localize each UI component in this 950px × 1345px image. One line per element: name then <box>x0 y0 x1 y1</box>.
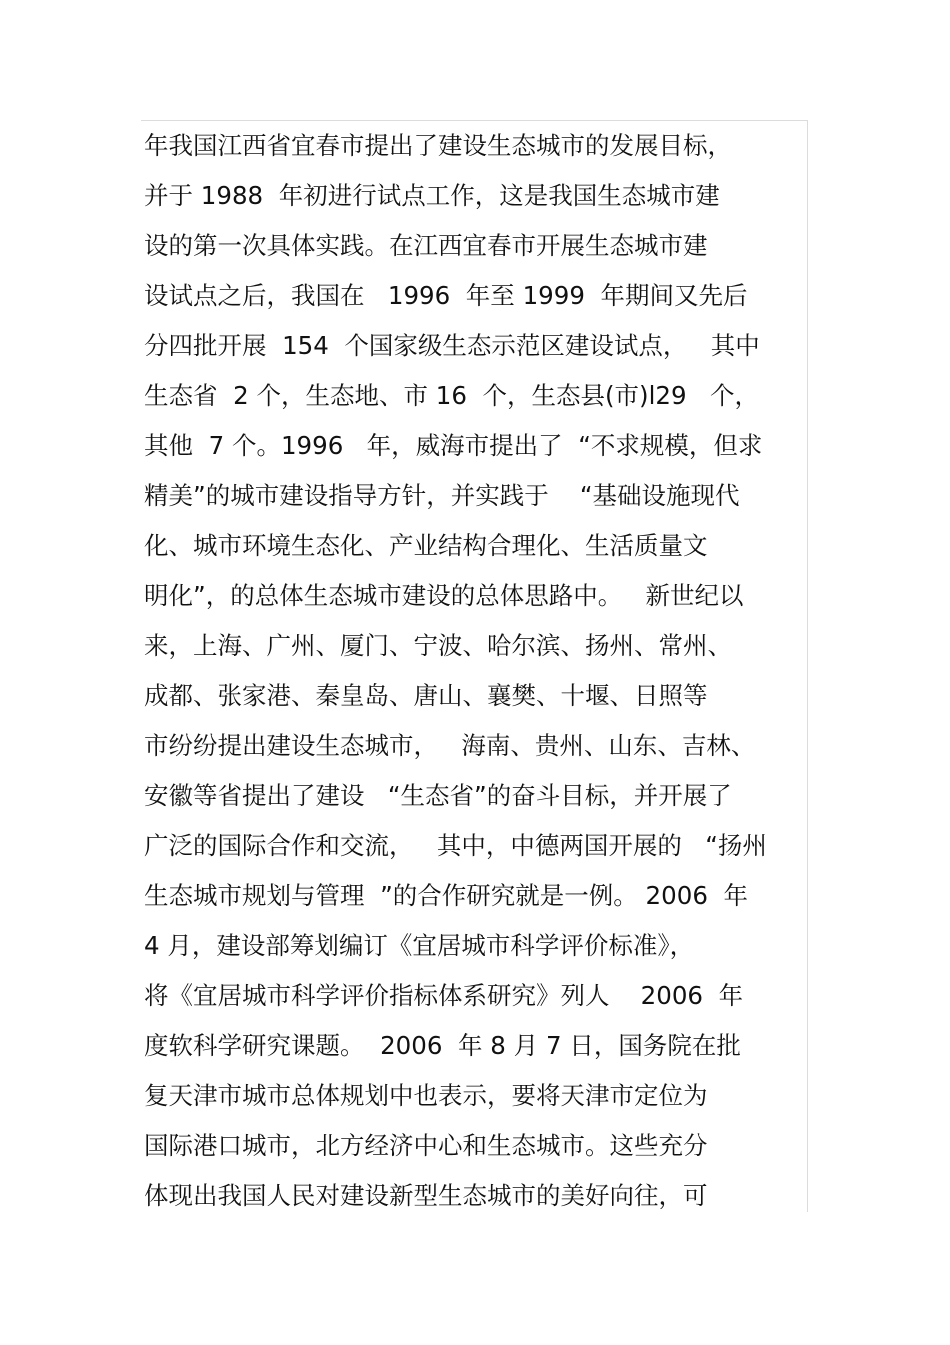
text-line: 设试点之后，我国在 1996 年至 1999 年期间又先后 <box>144 281 748 310</box>
text-line: 来，上海、广州、厦门、宁波、哈尔滨、扬州、常州、 <box>144 631 732 660</box>
text-line: 生态城市规划与管理 ”的合作研究就是一例。 2006 年 <box>144 881 748 910</box>
text-line: 精美”的城市建设指导方针，并实践于 “基础设施现代 <box>144 481 740 510</box>
text-line: 安徽等省提出了建设 “生态省”的奋斗目标，并开展了 <box>144 781 732 810</box>
document-body <box>144 121 814 1221</box>
text-line: 其他 7 个。1996 年，威海市提出了 “不求规模，但求 <box>144 431 763 460</box>
text-line: 明化”，的总体生态城市建设的总体思路中。 新世纪以 <box>144 581 744 610</box>
text-line: 将《宜居城市科学评价指标体系研究》列人 2006 年 <box>144 981 744 1010</box>
text-line: 国际港口城市，北方经济中心和生态城市。这些充分 <box>144 1131 708 1160</box>
text-line: 并于 1988 年初进行试点工作，这是我国生态城市建 <box>144 181 720 210</box>
text-line: 4 月，建设部筹划编订《宜居城市科学评价标准》， <box>144 931 695 960</box>
text-line: 设的第一次具体实践。在江西宜春市开展生态城市建 <box>144 231 708 260</box>
text-line: 市纷纷提出建设生态城市， 海南、贵州、山东、吉林、 <box>144 731 756 760</box>
text-line: 分四批开展 154 个国家级生态示范区建设试点， 其中 <box>144 331 760 360</box>
text-line: 复天津市城市总体规划中也表示，要将天津市定位为 <box>144 1081 708 1110</box>
text-line: 年我国江西省宜春市提出了建设生态城市的发展目标， <box>144 131 732 160</box>
text-line: 度软科学研究课题。 2006 年 8 月 7 日，国务院在批 <box>144 1031 741 1060</box>
text-line: 体现出我国人民对建设新型生态城市的美好向往，可 <box>144 1181 708 1210</box>
text-line: 生态省 2 个，生态地、市 16 个，生态县(市)l29 个， <box>144 381 759 410</box>
text-line: 化、城市环境生态化、产业结构合理化、生活质量文 <box>144 531 708 560</box>
text-line: 广泛的国际合作和交流， 其中，中德两国开展的 “扬州 <box>144 831 767 860</box>
text-line: 成都、张家港、秦皇岛、唐山、襄樊、十堰、日照等 <box>144 681 708 710</box>
